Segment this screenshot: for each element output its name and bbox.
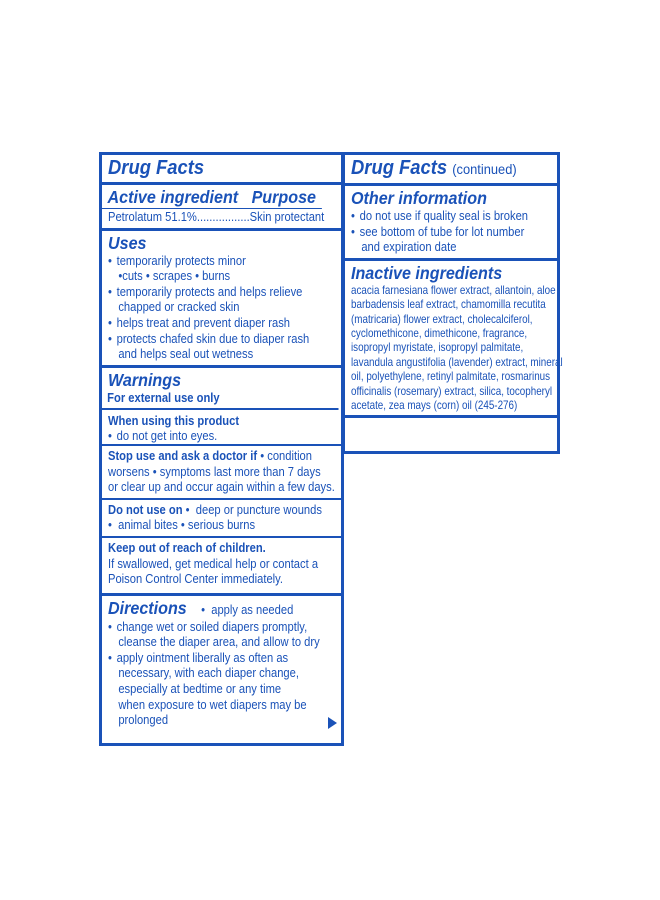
other-info-item: • see bottom of tube for lot number xyxy=(351,224,552,240)
active-ingredient-header xyxy=(102,187,322,209)
uses-title: Uses xyxy=(108,232,147,253)
other-info-item: • do not use if quality seal is broken xyxy=(351,208,552,224)
uses-item: • temporarily protects and helps relieve xyxy=(108,284,335,300)
uses-item-cont: and helps seal out wetness xyxy=(118,346,254,362)
do-not-use-title: Do not use on xyxy=(108,501,183,517)
external-use-warning: For external use only xyxy=(102,390,339,410)
uses-item: • temporarily protects minor xyxy=(108,253,335,269)
inactive-ingredients-section xyxy=(345,261,563,419)
directions-title: Directions xyxy=(108,597,187,618)
stop-use-block: Stop use and ask a doctor if • condition worsens • symptoms last more than 7 days or clear up and occur again within a few days. xyxy=(102,444,341,498)
drug-facts-title-section xyxy=(102,155,341,185)
purpose-label: Purpose xyxy=(251,187,317,207)
uses-section xyxy=(102,231,341,368)
drug-facts-title: Drug Facts xyxy=(108,157,205,179)
drug-facts-title: Drug Facts xyxy=(351,157,448,179)
when-using-item: • do not get into eyes. xyxy=(108,428,344,444)
uses-subitems: •cuts • scrapes • burns xyxy=(118,268,231,284)
stop-use-title: Stop use and ask a doctor if xyxy=(108,447,258,463)
uses-item: • protects chafed skin due to diaper rash xyxy=(108,331,335,347)
uses-item-cont: chapped or cracked skin xyxy=(118,299,240,315)
warnings-section xyxy=(102,368,341,596)
drug-facts-panel-right xyxy=(342,152,563,454)
keep-out-title: Keep out of reach of children. xyxy=(108,539,266,555)
other-information-title: Other information xyxy=(351,188,487,208)
active-ingredient-section xyxy=(102,185,341,231)
inactive-ingredients-list: acacia farnesiana flower extract, allantoin, aloe barbadensis leaf extract, chamomilla recutita (matricaria) flower extract, cholecalciferol, cyclomethicone, dimethicone, fragrance, isopropyl myristate, isopropyl palmitate, lavandula angustifolia (lavender) extract, mineral oil, polyethylene, retinyl palmitate, rosmarinus officinalis (rosemary) extract, silica, tocopheryl acetate, zea mays (corn) oil (245-276) xyxy=(351,282,563,413)
keep-out-block: Keep out of reach of children. If swallowed, get medical help or contact a Poison Control Center immediately. xyxy=(102,536,341,590)
directions-item: • change wet or soiled diapers promptly, xyxy=(108,619,335,635)
when-using-title: When using this product xyxy=(108,412,240,428)
do-not-use-block: Do not use on • deep or puncture wounds • animal bites • serious burns xyxy=(102,498,341,536)
continued-arrow-icon xyxy=(328,717,337,729)
continued-label: (continued) xyxy=(452,161,517,177)
directions-section: Directions • apply as needed • change wet or soiled diapers promptly, cleanse the diaper area, and allow to dry • apply ointment liberally as often as necessary, with each diaper change, especially at bedtime or any time when exposure to wet diapers may be prolonged xyxy=(102,596,341,741)
empty-footer-section xyxy=(345,418,557,447)
drug-facts-continued-title-section xyxy=(345,155,557,186)
active-ingredient-row: Petrolatum 51.1%.................Skin protectant xyxy=(108,209,325,224)
warnings-title: Warnings xyxy=(108,369,182,390)
directions-item: • apply ointment liberally as often as xyxy=(108,650,335,666)
other-information-section: Other information • do not use if quality seal is broken • see bottom of tube for lot number and expiration date xyxy=(345,186,557,261)
drug-facts-panel-left xyxy=(99,152,344,746)
when-using-block xyxy=(108,410,336,444)
inactive-ingredients-title: Inactive ingredients xyxy=(351,262,503,283)
active-ingredient-label: Active ingredient xyxy=(107,187,239,207)
uses-item: • helps treat and prevent diaper rash xyxy=(108,315,335,331)
